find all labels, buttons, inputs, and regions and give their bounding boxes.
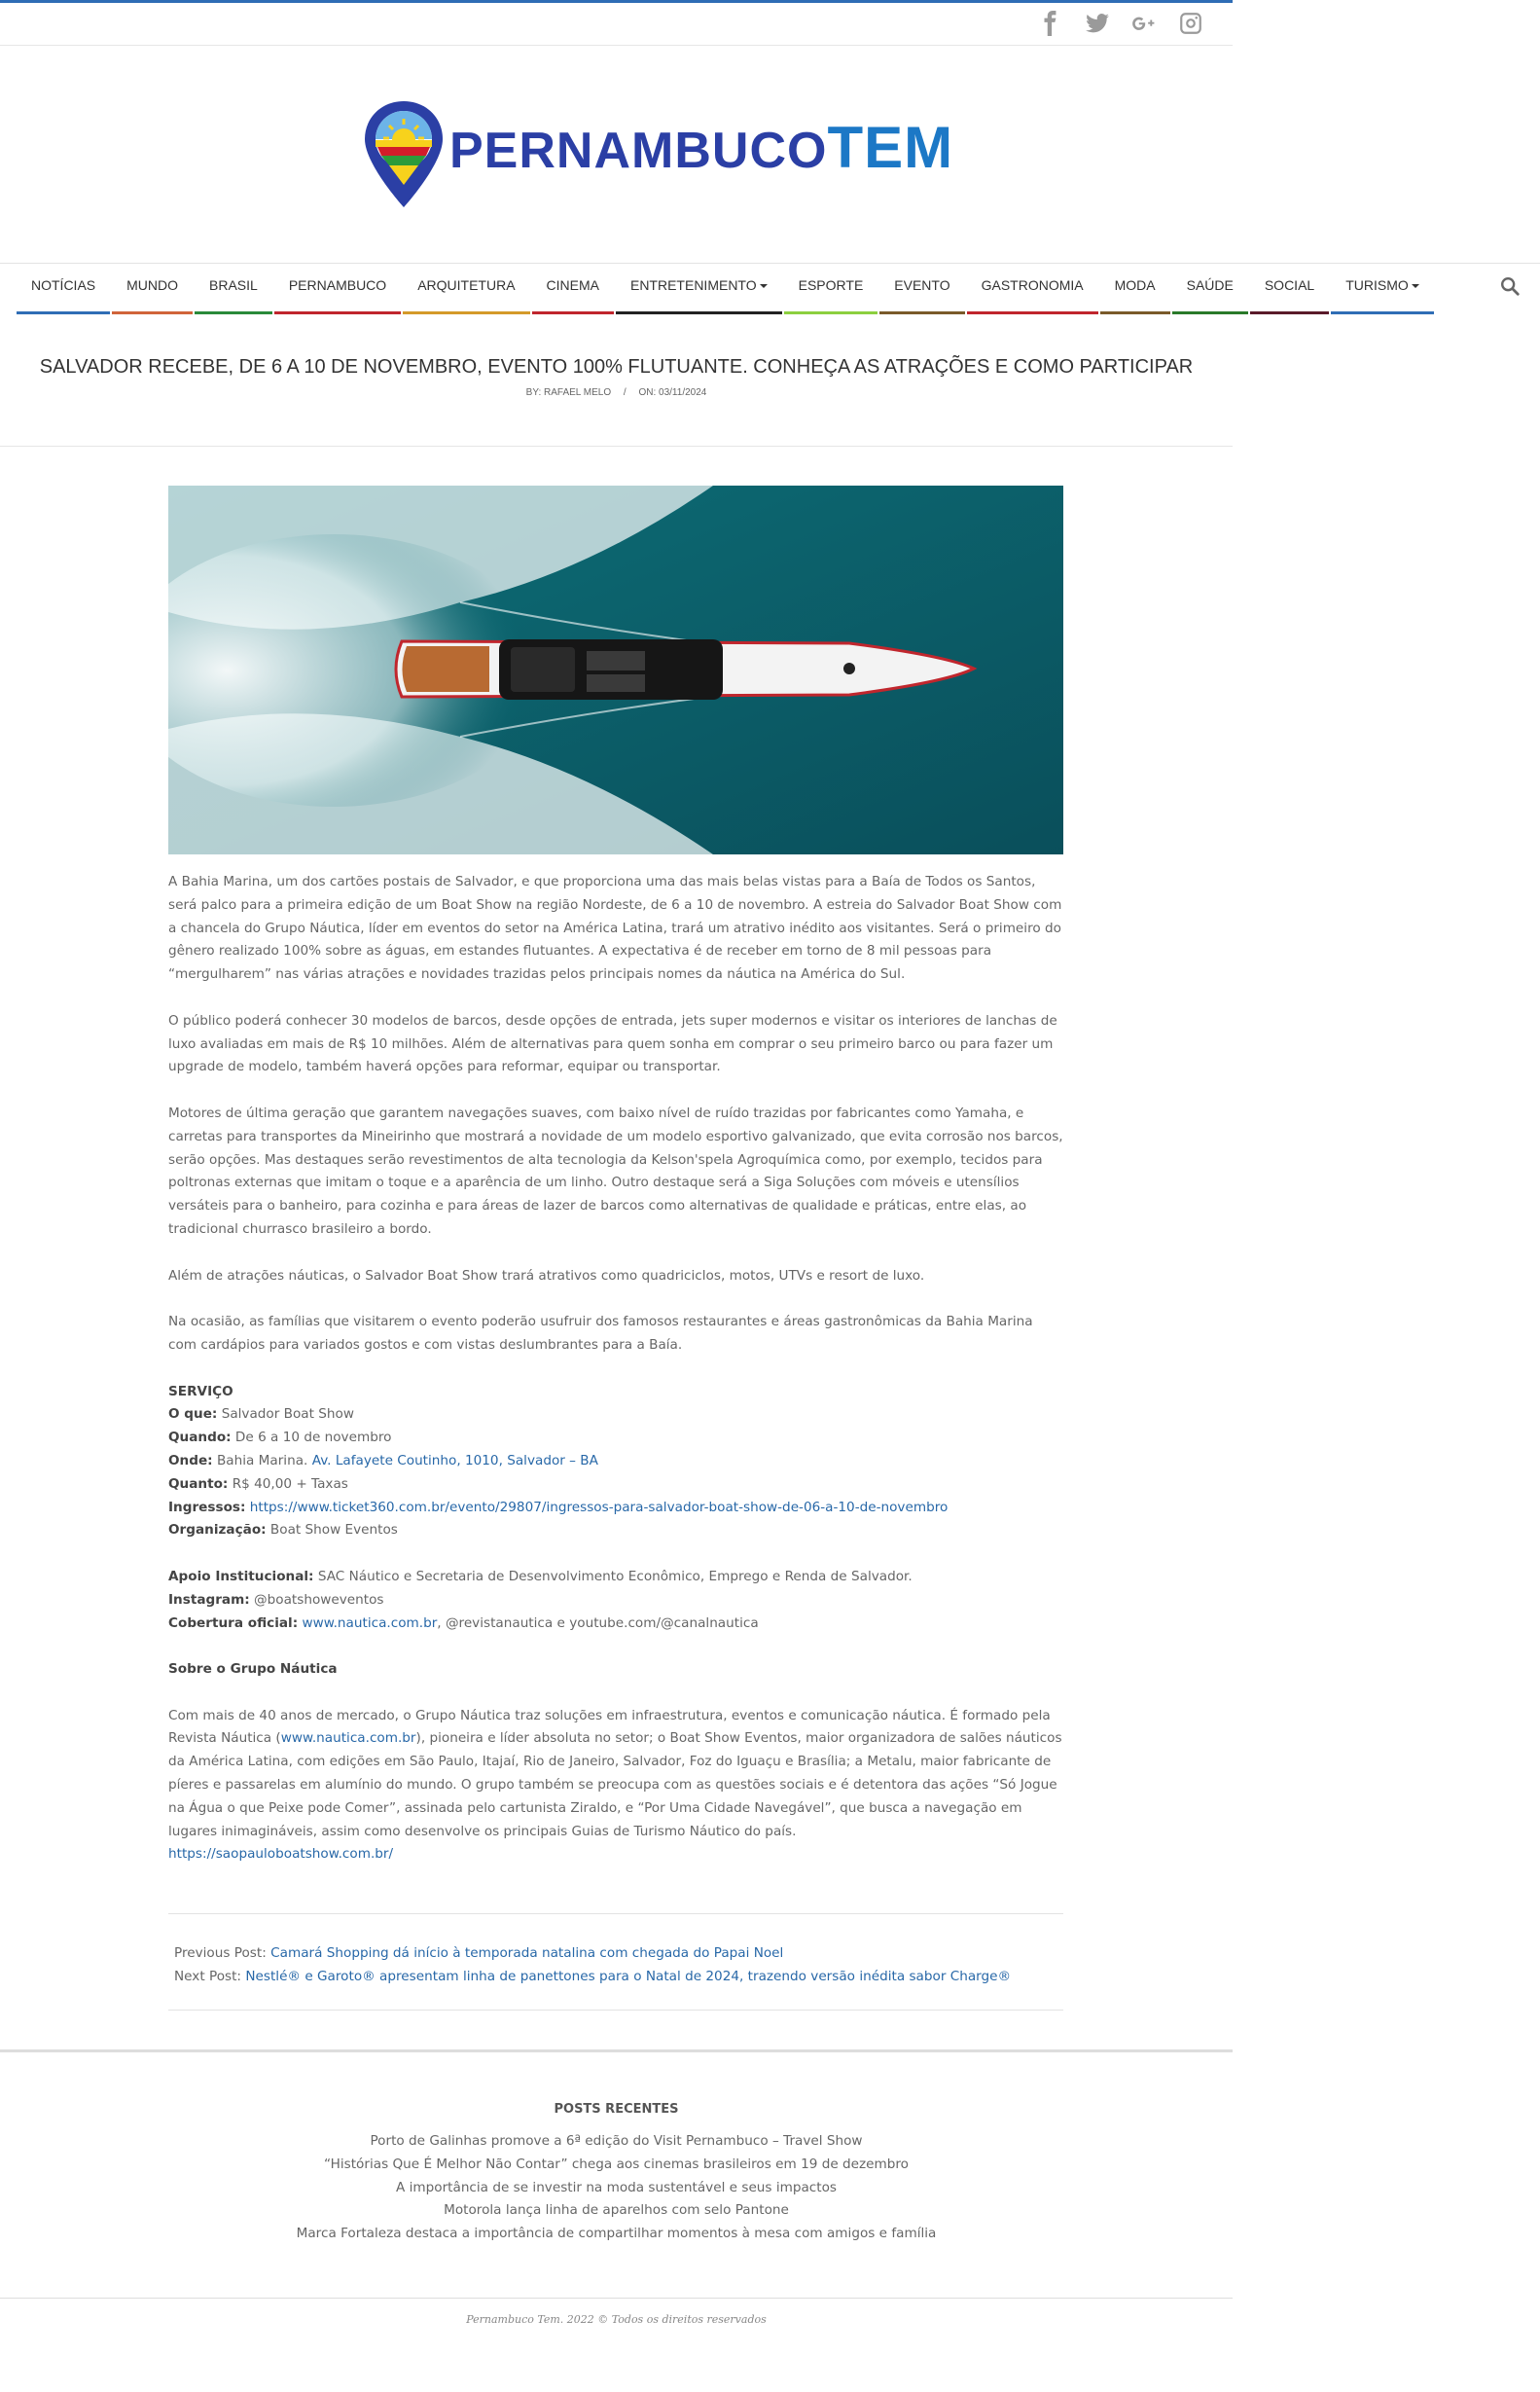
instagram-value: @boatshoweventos: [254, 1591, 384, 1608]
post-author[interactable]: RAFAEL MELO: [544, 387, 612, 398]
recent-posts-widget: [0, 2102, 1233, 2246]
google-plus-icon[interactable]: [1131, 11, 1157, 36]
nav-item-notícias[interactable]: [17, 264, 110, 314]
what-value: Salvador Boat Show: [221, 1406, 354, 1423]
nav-item-label: SOCIAL: [1264, 277, 1315, 293]
when-label: Quando:: [168, 1430, 232, 1446]
nav-item-label: NOTÍCIAS: [31, 277, 96, 293]
on-label: ON:: [638, 387, 657, 398]
service-block: [168, 1381, 1063, 1543]
nav-item-label: ARQUITETURA: [417, 277, 516, 293]
by-label: BY:: [525, 387, 542, 398]
twitter-icon[interactable]: [1085, 11, 1110, 36]
about-block: [168, 1705, 1063, 1867]
organization-value: Boat Show Eventos: [269, 1522, 398, 1539]
featured-image: [168, 486, 1063, 854]
site-logo[interactable]: [360, 97, 954, 214]
nav-item-turismo[interactable]: [1331, 264, 1434, 314]
coverage-link[interactable]: www.nautica.com.br: [302, 1614, 438, 1631]
boatshow-link[interactable]: https://saopauloboatshow.com.br/: [168, 1846, 394, 1863]
instagram-label: Instagram:: [168, 1591, 250, 1608]
top-bar: [0, 3, 1233, 46]
next-label: Next Post:: [174, 1969, 242, 1984]
nav-item-pernambuco[interactable]: [274, 264, 401, 314]
nav-item-label: MUNDO: [126, 277, 179, 293]
nav-item-label: BRASIL: [209, 277, 258, 293]
previous-post: [174, 1941, 1057, 1965]
tickets-link[interactable]: https://www.ticket360.com.br/evento/29807/ingressos-para-salvador-boat-show-de-06-a-10-de-novembro: [249, 1499, 949, 1515]
social-links: [1038, 11, 1203, 36]
nav-item-brasil[interactable]: [195, 264, 272, 314]
where-value: Bahia Marina.: [216, 1452, 308, 1468]
recent-post-link[interactable]: A importância de se investir na moda sustentável e seus impactos: [395, 2179, 838, 2195]
post-navigation: [168, 1913, 1063, 2011]
nav-item-label: ENTRETENIMENTO: [629, 277, 757, 293]
nav-menu: [17, 264, 1436, 314]
recent-post-link[interactable]: Motorola lança linha de aparelhos com selo Pantone: [444, 2202, 789, 2219]
nav-item-entretenimento[interactable]: [616, 264, 782, 314]
footer-copyright: Pernambuco Tem. 2022 © Todos os direitos reservados: [466, 2313, 767, 2326]
nav-item-evento[interactable]: [879, 264, 964, 314]
main-navigation: [0, 263, 1540, 317]
logo-wordmark: PERNAMBUCOTEM: [449, 115, 954, 180]
paragraph: Além de atrações náuticas, o Salvador Boat Show trará atrativos como quadriciclos, motos, UTVs e resort de luxo.: [168, 1267, 925, 1284]
what-label: O que:: [168, 1406, 218, 1423]
nav-item-label: EVENTO: [894, 277, 950, 293]
nav-item-cinema[interactable]: [532, 264, 614, 314]
nav-item-label: SAÚDE: [1186, 277, 1234, 293]
nav-item-label: ESPORTE: [798, 277, 864, 293]
recent-post-link[interactable]: Marca Fortaleza destaca a importância de compartilhar momentos à mesa com amigos e família: [296, 2226, 937, 2242]
caret-down-icon: [1412, 284, 1419, 288]
coverage-label: Cobertura oficial:: [168, 1614, 299, 1631]
nav-item-label: MODA: [1114, 277, 1156, 293]
nav-item-saúde[interactable]: [1172, 264, 1248, 314]
divider: [0, 2049, 1233, 2052]
nautica-link[interactable]: www.nautica.com.br: [280, 1730, 416, 1747]
recent-posts-list: [0, 2130, 1233, 2246]
organization-label: Organização:: [168, 1522, 267, 1539]
divider: [0, 446, 1233, 447]
when-value: De 6 a 10 de novembro: [234, 1430, 392, 1446]
paragraph: Na ocasião, as famílias que visitarem o evento poderão usufruir dos famosos restaurantes e áreas gastronômicas da Bahia Marina com cardápios para variados gostos e com vistas deslumbrantes para a Baía.: [168, 1314, 1033, 1353]
post-date: 03/11/2024: [659, 387, 707, 398]
nav-item-mundo[interactable]: [112, 264, 193, 314]
coverage-value: , @revistanautica e youtube.com/@canalnautica: [437, 1614, 759, 1631]
about-heading-block: [168, 1658, 1063, 1682]
about-text: ), pioneira e líder absoluta no setor; o Boat Show Eventos, maior organizadora de salões náuticos da América Latina, com edições em São Paulo, Itajaí, Rio de Janeiro, Salvador, Foz do Iguaçu e Brasília; a Metalu, maior fabricante de píeres e passarelas em alumínio do mundo. O grupo também se preocupa com as questões sociais e é detentora das ações “Só Jogue na Água o que Peixe pode Comer”, assinada pelo cartunista Ziraldo, e “Por Uma Cidade Navegável”, que busca a navegação em lugares inimagináveis, assim como desenvolve os principais Guias de Turismo Náutico do país.: [168, 1730, 1062, 1839]
price-label: Quanto:: [168, 1475, 229, 1492]
nav-item-label: CINEMA: [546, 277, 599, 293]
caret-down-icon: [760, 284, 768, 288]
recent-post-link[interactable]: Porto de Galinhas promove a 6ª edição do Visit Pernambuco – Travel Show: [370, 2133, 863, 2149]
tickets-label: Ingressos:: [168, 1499, 246, 1515]
search-icon[interactable]: [1499, 275, 1521, 297]
about-heading: Sobre o Grupo Náutica: [168, 1661, 338, 1678]
nav-item-label: TURISMO: [1345, 277, 1409, 293]
contacts-block: [168, 1566, 1063, 1635]
nav-item-gastronomia[interactable]: [967, 264, 1098, 314]
nav-item-label: PERNAMBUCO: [288, 277, 387, 293]
nav-item-esporte[interactable]: [784, 264, 878, 314]
address-link[interactable]: Av. Lafayete Coutinho, 1010, Salvador – BA: [311, 1452, 598, 1468]
service-heading: SERVIÇO: [168, 1383, 233, 1399]
nav-item-moda[interactable]: [1100, 264, 1170, 314]
recent-posts-heading: POSTS RECENTES: [554, 2102, 679, 2117]
paragraph: Motores de última geração que garantem navegações suaves, com baixo nível de ruído trazidas por fabricantes como Yamaha, e carretas para transportes da Mineirinho que mostrará a novidade de um modelo esportivo galvanizado, que evita corrosão nos barcos, serão opções. Mas destaques serão revestimentos de alta tecnologia da Kelson'spela Agroquímica como, por exemplo, tecidos para poltronas externas que imitam o toque e a aparência de um linho. Outro destaque será a Siga Soluções com móveis e utensílios versáteis para o banheiro, para cozinha e para áreas de lazer de barcos como alternativas de qualidade e práticas, entre elas, ao tradicional churrasco brasileiro a bordo.: [168, 1105, 1063, 1237]
nav-item-label: GASTRONOMIA: [981, 277, 1084, 293]
post-meta: [0, 387, 1233, 398]
next-post-link[interactable]: Nestlé® e Garoto® apresentam linha de panettones para o Natal de 2024, trazendo versão inédita sabor Charge®: [245, 1969, 1012, 1984]
map-pin-logo-icon: [360, 97, 448, 214]
post-title: SALVADOR RECEBE, DE 6 A 10 DE NOVEMBRO, EVENTO 100% FLUTUANTE. CONHEÇA AS ATRAÇÕES E COMO PARTICIPAR: [39, 356, 1194, 378]
divider: [0, 2298, 1233, 2299]
nav-item-social[interactable]: [1250, 264, 1329, 314]
where-label: Onde:: [168, 1452, 213, 1468]
instagram-icon[interactable]: [1178, 11, 1203, 36]
meta-separator: /: [623, 387, 627, 398]
facebook-icon[interactable]: [1038, 11, 1063, 36]
nav-item-arquitetura[interactable]: [403, 264, 529, 314]
previous-post-link[interactable]: Camará Shopping dá início à temporada natalina com chegada do Papai Noel: [270, 1945, 784, 1961]
next-post: [174, 1965, 1057, 1988]
paragraph: O público poderá conhecer 30 modelos de barcos, desde opções de entrada, jets super modernos e visitar os interiores de lanchas de luxo avaliadas em mais de R$ 10 milhões. Além de alternativas para quem sonha em comprar o seu primeiro barco ou para fazer um upgrade de modelo, também haverá opções para reformar, equipar ou transportar.: [168, 1012, 1057, 1075]
price-value: R$ 40,00 + Taxas: [232, 1475, 348, 1492]
post-content: [168, 871, 1063, 1890]
recent-post-link[interactable]: “Histórias Que É Melhor Não Contar” chega aos cinemas brasileiros em 19 de dezembro: [324, 2156, 909, 2172]
paragraph: A Bahia Marina, um dos cartões postais de Salvador, e que proporciona uma das mais belas vistas para a Baía de Todos os Santos, será palco para a primeira edição de um Boat Show na região Nordeste, de 6 a 10 de novembro. A estreia do Salvador Boat Show com a chancela do Grupo Náutica, líder em eventos do setor na América Latina, trará um atrativo inédito aos visitantes. Será o primeiro do gênero realizado 100% sobre as águas, em estandes flutuantes. A expectativa é de receber em torno de 8 mil pessoas para “mergulharem” nas várias atrações e novidades trazidas pelos principais nomes da náutica na América do Sul.: [168, 874, 1062, 983]
support-value: SAC Náutico e Secretaria de Desenvolvimento Econômico, Emprego e Renda de Salvador.: [317, 1568, 913, 1584]
previous-label: Previous Post:: [174, 1945, 267, 1961]
about-text: Com mais de 40 anos de mercado, o Grupo Náutica traz soluções em infraestrutura, eventos e comunicação náutica. É formado pela Revista Náutica (: [168, 1707, 1051, 1747]
support-label: Apoio Institucional:: [168, 1568, 314, 1584]
